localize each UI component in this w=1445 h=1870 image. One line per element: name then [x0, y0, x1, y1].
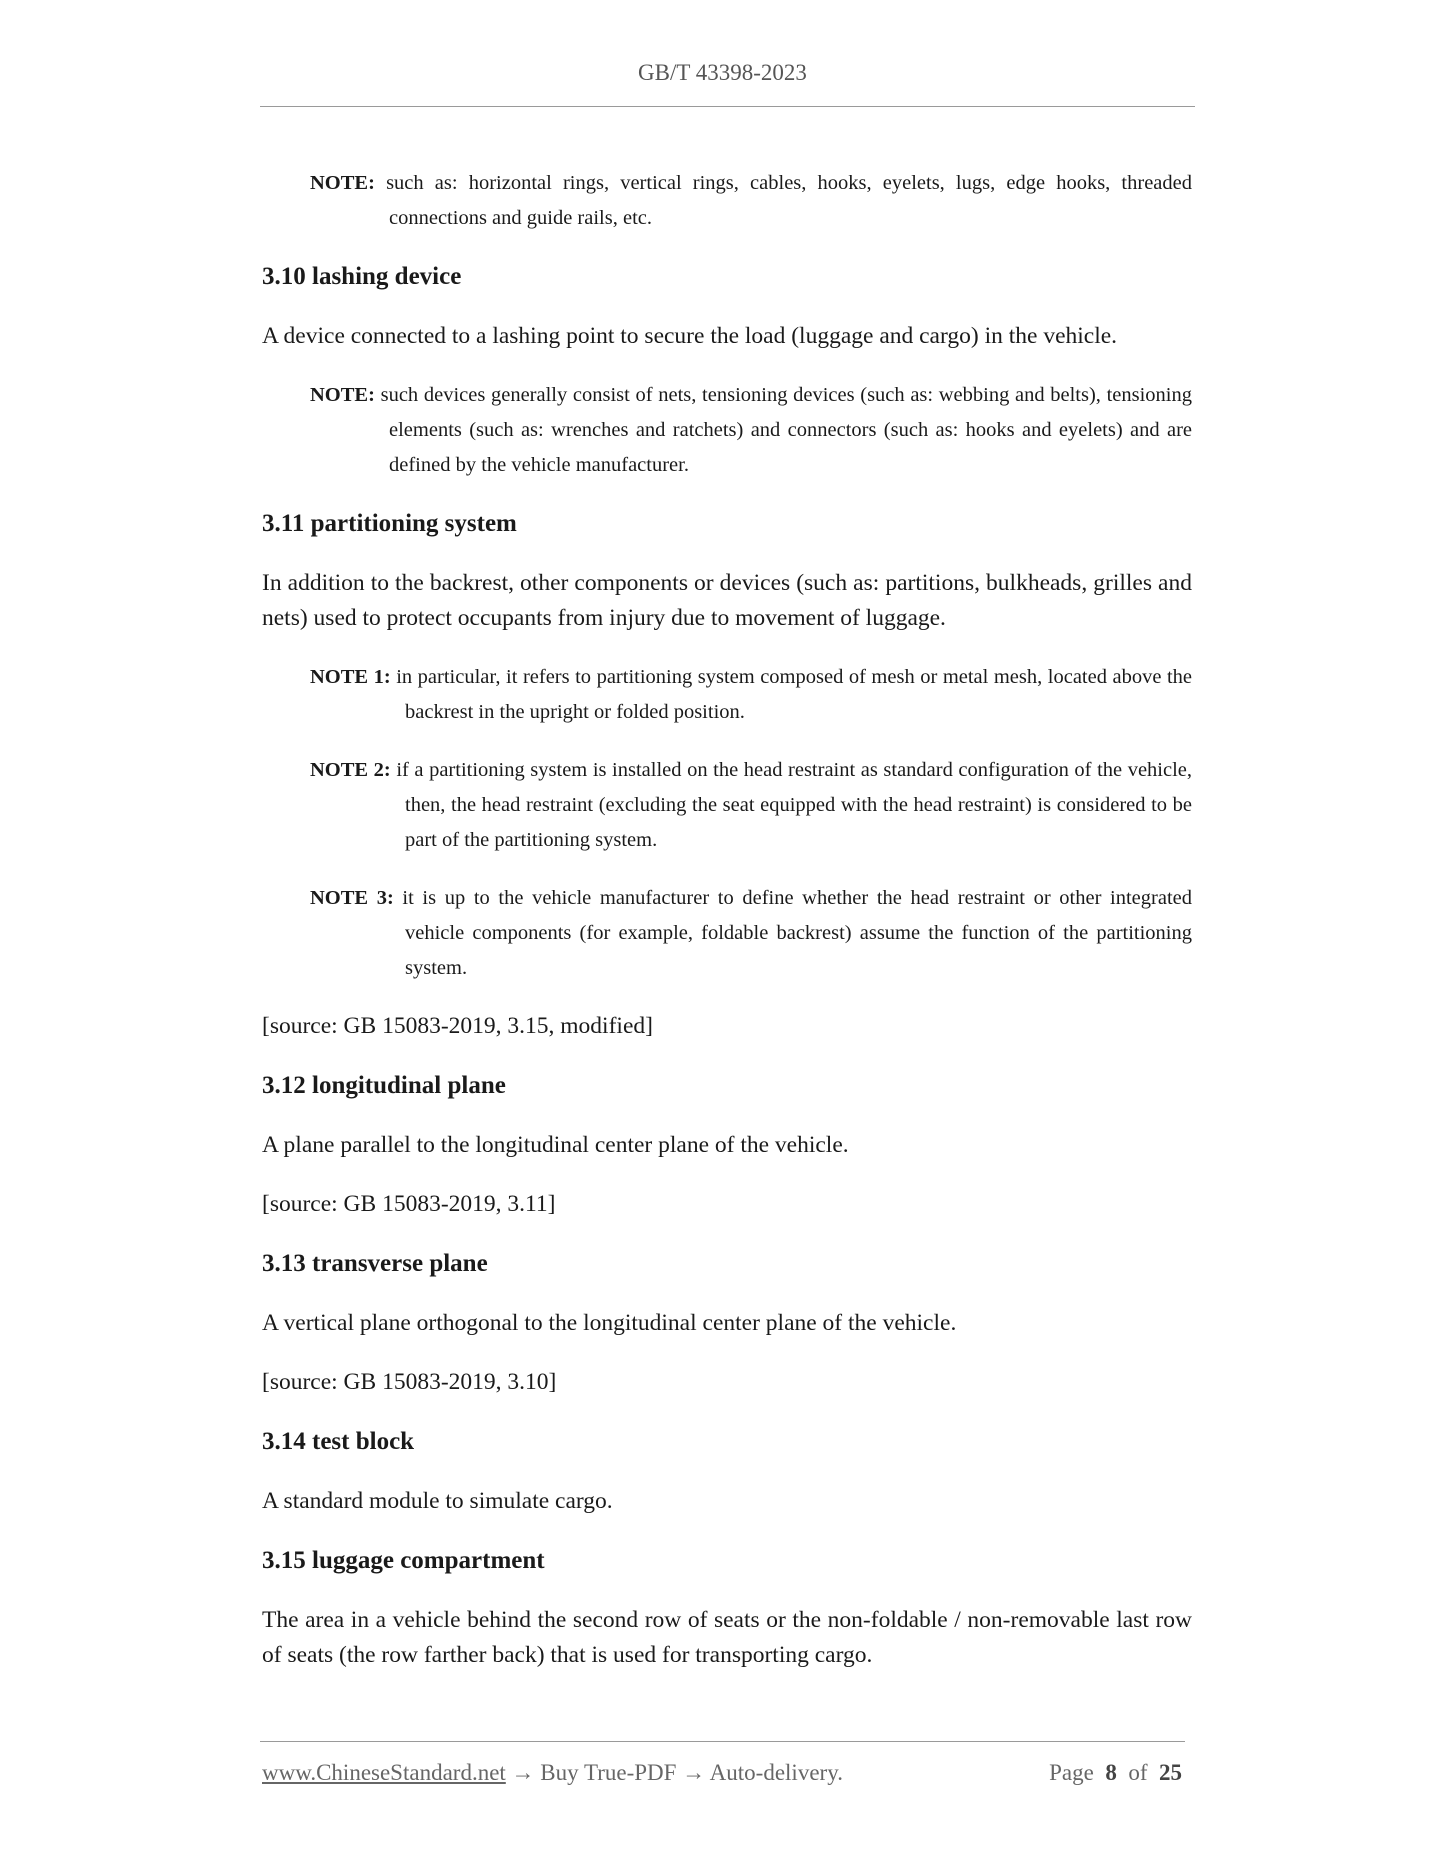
page-total: 25 [1159, 1760, 1182, 1785]
definition-3-15: The area in a vehicle behind the second row of seats or the non-foldable / non-removable last row of seats (the row farther back) that is used for transporting cargo. [262, 1606, 1192, 1668]
arrow-icon: → [682, 1760, 706, 1785]
page-footer [262, 1760, 1182, 1786]
source-3-12: [source: GB 15083-2019, 3.11] [262, 1190, 556, 1217]
section-title-3-12: 3.12 longitudinal plane [262, 1071, 506, 1099]
note-label: NOTE 1: [310, 665, 391, 688]
note-text: it is up to the vehicle manufacturer to define whether the head restraint or other integrated vehicle components (for example, foldable backrest) assume the function of the partitioning system. [402, 886, 1192, 979]
section-title-3-11: 3.11 partitioning system [262, 509, 517, 537]
page-word: Page [1049, 1760, 1094, 1785]
note-lashing-device [310, 378, 1192, 483]
footer-divider [260, 1741, 1185, 1742]
site-link[interactable]: www.ChineseStandard.net [262, 1760, 506, 1785]
delivery-text: Auto-delivery. [709, 1760, 843, 1785]
note-label: NOTE 3: [310, 886, 394, 909]
note-label: NOTE: [310, 383, 375, 406]
definition-3-13: A vertical plane orthogonal to the longitudinal center plane of the vehicle. [262, 1309, 957, 1336]
note-label: NOTE 2: [310, 758, 391, 781]
section-title-3-14: 3.14 test block [262, 1427, 415, 1455]
of-word: of [1128, 1760, 1148, 1785]
document-body [262, 145, 1192, 1697]
arrow-icon: → [511, 1760, 535, 1785]
page-header: GB/T 43398-2023 [638, 60, 807, 85]
note-attachment-examples [310, 166, 1192, 236]
buy-text: Buy True-PDF [540, 1760, 677, 1785]
note-1 [310, 660, 1192, 730]
note-text: such devices generally consist of nets, tensioning devices (such as: webbing and belts), tensioning elements (such as: wrenches and ratchets) and connectors (such as: hooks and eyelets) and are defined by the vehicle manufacturer. [380, 383, 1193, 476]
note-text: in particular, it refers to partitioning system composed of mesh or metal mesh, located above the backrest in the upright or folded position. [396, 665, 1192, 723]
section-title-3-15: 3.15 luggage compartment [262, 1546, 545, 1574]
source-3-13: [source: GB 15083-2019, 3.10] [262, 1368, 557, 1395]
section-title-3-13: 3.13 transverse plane [262, 1249, 488, 1277]
definition-3-11: In addition to the backrest, other components or devices (such as: partitions, bulkheads, grilles and nets) used to protect occupants from injury due to movement of luggage. [262, 569, 1192, 631]
note-3 [310, 881, 1192, 986]
note-text: if a partitioning system is installed on the head restraint as standard configuration of the vehicle, then, the head restraint (excluding the seat equipped with the head restraint) is considered to be part of the partitioning system. [396, 758, 1193, 851]
page-number: 8 [1105, 1760, 1117, 1785]
header-divider [260, 106, 1195, 107]
definition-3-10: A device connected to a lashing point to secure the load (luggage and cargo) in the vehicle. [262, 322, 1118, 349]
definition-3-12: A plane parallel to the longitudinal center plane of the vehicle. [262, 1131, 849, 1158]
source-3-11: [source: GB 15083-2019, 3.15, modified] [262, 1012, 653, 1039]
note-text: such as: horizontal rings, vertical rings, cables, hooks, eyelets, lugs, edge hooks, threaded connections and guide rails, etc. [386, 171, 1193, 229]
note-2 [310, 753, 1192, 858]
section-title-3-10: 3.10 lashing device [262, 262, 462, 290]
definition-3-14: A standard module to simulate cargo. [262, 1487, 613, 1514]
page-indicator [1049, 1760, 1182, 1786]
note-label: NOTE: [310, 171, 375, 194]
